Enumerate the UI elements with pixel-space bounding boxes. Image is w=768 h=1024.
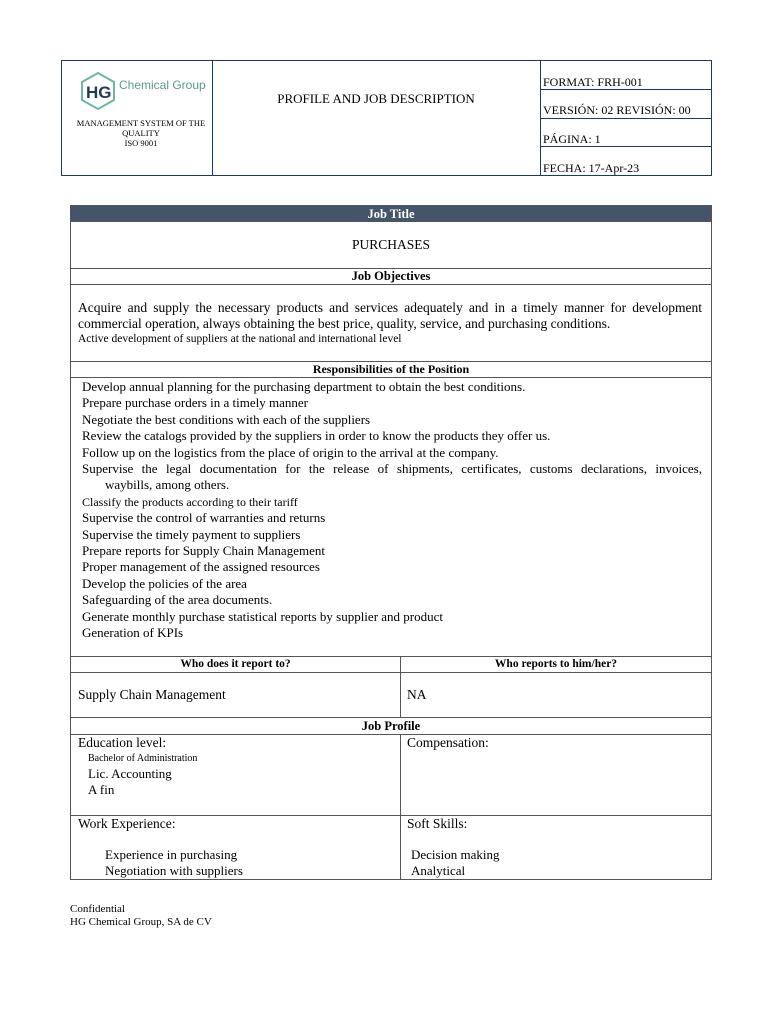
list-item: Supervise the timely payment to suppliers <box>82 526 301 542</box>
objective-text: Acquire and supply the necessary products and services adequately and in a timely manner for development commercial operation, always obtaining the best price, quality, service, and purchasing conditions. <box>78 300 702 331</box>
list-item: Negotiate the best conditions with each of the suppliers <box>82 411 371 427</box>
list-item: Classify the products according to their tariff <box>82 494 298 509</box>
document-header <box>61 60 712 176</box>
reports-to-him-heading: Who reports to him/her? <box>494 658 618 670</box>
list-item: A fin <box>88 782 115 798</box>
job-title-heading: Job Title <box>70 205 712 222</box>
page-number: PÁGINA: 1 <box>540 119 711 147</box>
company-name: Chemical Group <box>119 78 206 92</box>
objectives-body <box>70 285 712 362</box>
report-to-heading: Who does it report to? <box>180 658 291 670</box>
objectives-heading: Job Objectives <box>70 269 712 285</box>
list-item-continuation: waybills, among others. <box>105 477 230 493</box>
job-title-value: PURCHASES <box>70 222 712 269</box>
list-item: Follow up on the logistics from the place of origin to the arrival at the company. <box>82 444 499 460</box>
job-profile-grid <box>70 734 712 880</box>
list-item: Develop annual planning for the purchasing department to obtain the best conditions. <box>82 379 526 394</box>
responsibilities-list <box>70 378 712 657</box>
list-item: Decision making <box>411 847 500 862</box>
experience-cell <box>78 816 243 880</box>
meta-cell <box>540 61 711 175</box>
list-item <box>407 751 489 767</box>
list-item: Negotiation with suppliers <box>105 863 243 879</box>
objective-suppliers: Active development of suppliers at the national and international level <box>78 333 402 345</box>
qms-label: MANAGEMENT SYSTEM OF THE QUALITY ISO 9001 <box>76 118 206 148</box>
list-item: Experience in purchasing <box>105 847 238 862</box>
footer-company: HG Chemical Group, SA de CV <box>70 916 212 928</box>
footer-confidential: Confidential <box>70 903 125 915</box>
format-code: FORMAT: FRH-001 <box>540 61 711 90</box>
compensation-cell <box>407 735 489 767</box>
reporting-section <box>70 656 712 718</box>
list-item: Review the catalogs provided by the suppliers in order to know the products they offer us. <box>82 428 551 444</box>
list-item: Supervise the legal documentation for the release of shipments, certificates, customs declarations, invoices, <box>82 461 702 477</box>
list-item: Develop the policies of the area <box>82 575 247 591</box>
education-cell <box>78 735 197 799</box>
list-item: Lic. Accounting <box>88 766 172 781</box>
version-revision: VERSIÓN: 02 REVISIÓN: 00 <box>540 90 711 119</box>
document-title: PROFILE AND JOB DESCRIPTION <box>277 91 475 106</box>
list-item: Bachelor of Administration <box>88 753 198 764</box>
logo-letters: HG <box>86 83 112 102</box>
education-label: Education level: <box>78 735 167 750</box>
logo-cell <box>62 61 213 175</box>
experience-label: Work Experience: <box>78 816 176 831</box>
list-item: Supervise the control of warranties and returns <box>82 510 326 526</box>
title-cell <box>212 61 541 175</box>
reports-to-him-value: NA <box>407 687 427 702</box>
list-item: Proper management of the assigned resources <box>82 559 320 575</box>
responsibilities-heading: Responsibilities of the Position <box>70 362 712 378</box>
report-to-value: Supply Chain Management <box>78 687 226 702</box>
document-date: FECHA: 17-Apr-23 <box>543 161 640 175</box>
footer <box>70 903 212 929</box>
list-item: Analytical <box>411 863 466 879</box>
list-item: Safeguarding of the area documents. <box>82 592 273 608</box>
soft-skills-cell <box>407 816 499 880</box>
soft-skills-label: Soft Skills: <box>407 816 468 831</box>
list-item: Prepare purchase orders in a timely manner <box>82 395 308 411</box>
job-profile-heading: Job Profile <box>70 718 712 735</box>
list-item: Generation of KPIs <box>82 625 184 641</box>
list-item: Generate monthly purchase statistical reports by supplier and product <box>82 608 444 624</box>
compensation-label: Compensation: <box>407 735 489 750</box>
list-item: Prepare reports for Supply Chain Management <box>82 543 325 559</box>
